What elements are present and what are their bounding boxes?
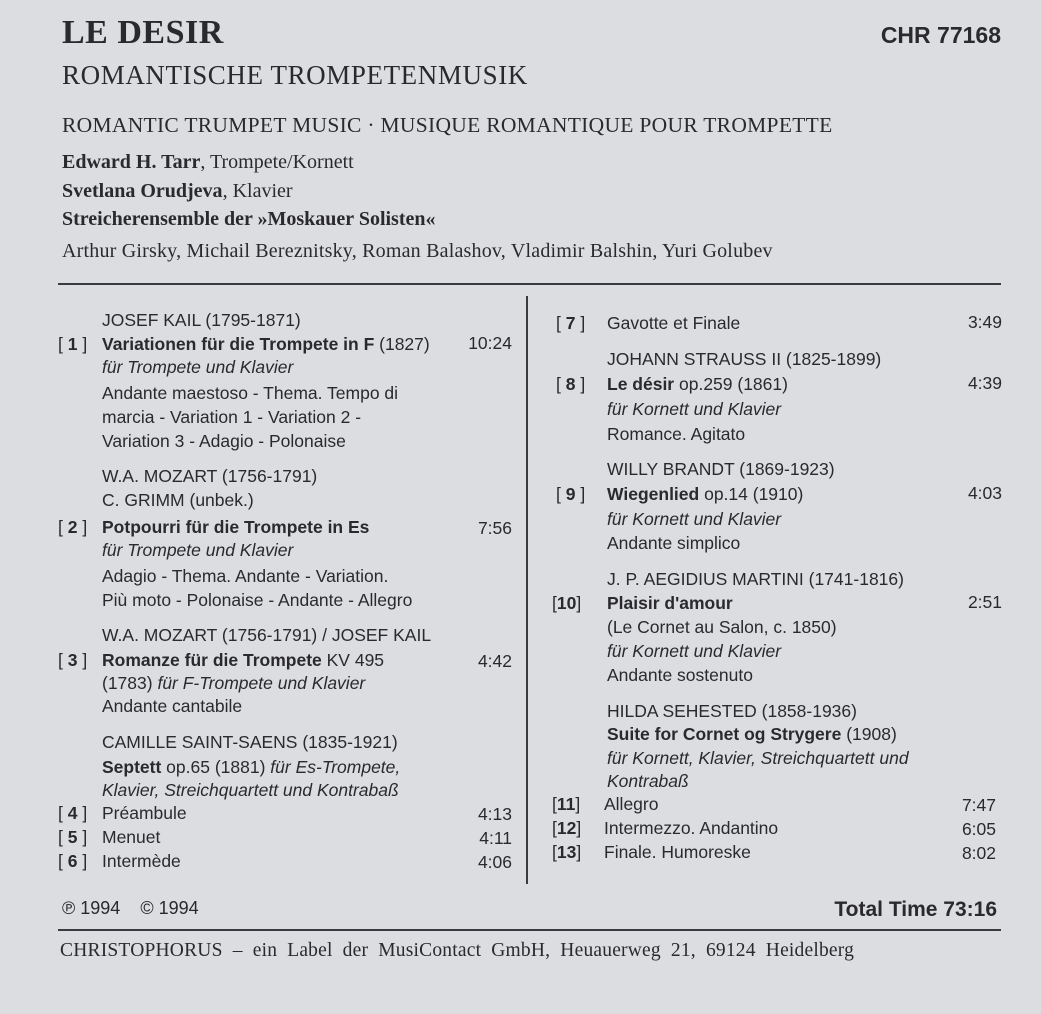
track-1-movements-3: Variation 3 - Adagio - Polonaise — [102, 431, 346, 451]
track-4-number: [ 4 ] — [58, 803, 88, 823]
composer-grimm: C. GRIMM (unbek.) — [102, 490, 254, 510]
track-number: 11 — [556, 794, 576, 814]
top-divider — [58, 283, 1001, 285]
track-1-time: 10:24 — [468, 333, 512, 353]
instrumentation: für Es-Trompete, — [270, 757, 401, 777]
track-9-movements: Andante simplico — [607, 533, 741, 553]
track-8-title — [607, 373, 788, 395]
track-number: 12 — [556, 818, 577, 838]
track-6-title: Intermède — [102, 851, 181, 871]
track-7-time: 3:49 — [967, 312, 1002, 332]
track-9-instrumentation — [607, 508, 781, 530]
track-5-number: [ 5 ] — [58, 827, 88, 847]
septett-instrumentation — [102, 779, 399, 801]
track-1-movements-2: marcia - Variation 1 - Variation 2 - — [102, 407, 362, 427]
composer-mozart-kail: W.A. MOZART (1756-1791) / JOSEF KAIL — [102, 625, 432, 645]
column-divider — [526, 296, 528, 884]
instrumentation: für F-Trompete und Klavier — [157, 673, 366, 693]
copyright-notice: © 1994 — [140, 898, 199, 918]
phonogram-notice: ℗ 1994 — [62, 898, 121, 918]
track-9-number: [ 9 ] — [556, 484, 586, 504]
work-year: (1783) — [102, 673, 158, 693]
work-title: Romanze für die Trompete — [102, 650, 322, 670]
track-6-time: 4:06 — [477, 852, 512, 872]
track-12-number: [12] — [552, 818, 582, 838]
track-number: 3 — [67, 650, 78, 670]
album-subtitle-translations: ROMANTIC TRUMPET MUSIC · MUSIQUE ROMANTIQUE POUR TROMPETTE — [62, 113, 833, 137]
label-info: CHRISTOPHORUS – ein Label der MusiContact GmbH, Heuauerweg 21, 69124 Heidelberg — [60, 940, 855, 961]
work-title: Plaisir d'amour — [607, 593, 733, 613]
work-year: (1908) — [841, 724, 897, 744]
work-title: Suite for Cornet og Strygere — [607, 724, 842, 744]
composer-strauss: JOHANN STRAUSS II (1825-1899) — [607, 349, 882, 369]
work-title: Wiegenlied — [607, 484, 700, 504]
copyright-line — [62, 898, 199, 919]
track-8-instrumentation — [607, 398, 781, 420]
track-3-time: 4:42 — [477, 651, 512, 671]
track-number: 1 — [67, 334, 78, 354]
performer-tarr — [62, 151, 354, 174]
composer-kail: JOSEF KAIL (1795-1871) — [102, 310, 301, 330]
track-10-time: 2:51 — [967, 592, 1002, 612]
ensemble-members: Arthur Girsky, Michail Bereznitsky, Roman Balashov, Vladimir Balshin, Yuri Golubev — [62, 240, 773, 262]
track-13-time: 8:02 — [961, 843, 996, 863]
track-12-time: 6:05 — [961, 819, 996, 839]
track-11-time: 7:47 — [961, 795, 996, 815]
work-title: Le désir — [607, 374, 675, 394]
track-3-instrumentation — [102, 672, 365, 694]
track-4-title: Préambule — [102, 803, 187, 823]
track-2-instrumentation — [102, 539, 293, 561]
performer-ensemble — [62, 208, 436, 231]
performer-role: , Trompete/Kornett — [200, 151, 354, 173]
track-3-number: [ 3 ] — [58, 650, 88, 670]
work-title: Variationen für die Trompete in F — [102, 334, 375, 354]
track-10-title — [607, 592, 733, 614]
composer-sehested: HILDA SEHESTED (1858-1936) — [607, 701, 857, 721]
track-13-title: Finale. Humoreske — [604, 842, 751, 862]
album-title: LE DESIR — [62, 14, 224, 51]
instrumentation: für Kornett und Klavier — [607, 509, 782, 529]
track-7-number: [ 7 ] — [556, 313, 586, 333]
track-number: 13 — [556, 842, 577, 862]
track-1-instrumentation — [102, 356, 293, 378]
track-number: 2 — [67, 517, 78, 537]
track-2-movements-2: Più moto - Polonaise - Andante - Allegro — [102, 590, 413, 610]
track-2-number: [ 2 ] — [58, 517, 88, 537]
track-11-number: [11] — [552, 794, 581, 814]
instrumentation: Kontrabaß — [607, 771, 689, 791]
suite-instrumentation-1 — [607, 747, 909, 769]
track-number: 4 — [67, 803, 78, 823]
suite-title — [607, 723, 897, 745]
performer-name: Svetlana Orudjeva — [62, 180, 223, 202]
track-8-time: 4:39 — [967, 373, 1002, 393]
track-13-number: [13] — [552, 842, 582, 862]
track-number: 7 — [565, 313, 576, 333]
track-5-title: Menuet — [102, 827, 161, 847]
work-opus: op.259 (1861) — [674, 374, 788, 394]
track-9-time: 4:03 — [967, 483, 1002, 503]
track-11-title: Allegro — [604, 794, 659, 814]
performer-role: , Klavier — [222, 180, 293, 202]
track-8-number: [ 8 ] — [556, 374, 586, 394]
suite-instrumentation-2 — [607, 770, 689, 792]
work-title: Potpourri für die Trompete in Es — [102, 517, 370, 537]
instrumentation: für Kornett, Klavier, Streichquartett und — [607, 748, 909, 768]
composer-martini: J. P. AEGIDIUS MARTINI (1741-1816) — [607, 569, 904, 589]
instrumentation: für Kornett und Klavier — [607, 399, 782, 419]
track-number: 6 — [67, 851, 78, 871]
track-1-movements-1: Andante maestoso - Thema. Tempo di — [102, 383, 399, 403]
track-2-time: 7:56 — [477, 518, 512, 538]
composer-brandt: WILLY BRANDT (1869-1923) — [607, 459, 835, 479]
track-1-title — [102, 333, 430, 355]
work-year: (1827) — [374, 334, 430, 354]
performer-name: Edward H. Tarr — [62, 151, 201, 173]
track-5-time: 4:11 — [479, 828, 512, 848]
work-opus: op.65 (1881) — [161, 757, 271, 777]
composer-mozart: W.A. MOZART (1756-1791) — [102, 466, 318, 486]
track-number: 10 — [556, 593, 577, 613]
track-2-title — [102, 516, 369, 538]
track-number: 5 — [67, 827, 78, 847]
work-title: Septett — [102, 757, 162, 777]
instrumentation: für Trompete und Klavier — [102, 540, 294, 560]
track-number: 9 — [565, 484, 576, 504]
track-2-movements-1: Adagio - Thema. Andante - Variation. — [102, 566, 389, 586]
track-3-movements: Andante cantabile — [102, 696, 243, 716]
track-12-title: Intermezzo. Andantino — [604, 818, 779, 838]
total-time: Total Time 73:16 — [834, 898, 997, 921]
track-6-number: [ 6 ] — [58, 851, 88, 871]
track-9-title — [607, 483, 803, 505]
composer-saint-saens: CAMILLE SAINT-SAENS (1835-1921) — [102, 732, 398, 752]
track-1-number: [ 1 ] — [58, 334, 88, 354]
track-10-instrumentation — [607, 640, 781, 662]
performer-orudjeva — [62, 180, 293, 203]
track-4-time: 4:13 — [477, 804, 512, 824]
septett-title — [102, 756, 400, 778]
track-number: 8 — [565, 374, 576, 394]
track-10-movements: Andante sostenuto — [607, 665, 753, 685]
instrumentation: Klavier, Streichquartett und Kontrabaß — [102, 780, 399, 800]
performer-name: Streicherensemble der »Moskauer Solisten« — [62, 208, 436, 230]
track-10-number: [10] — [552, 593, 582, 613]
track-10-subtitle: (Le Cornet au Salon, c. 1850) — [607, 617, 837, 637]
instrumentation: für Trompete und Klavier — [102, 357, 294, 377]
instrumentation: für Kornett und Klavier — [607, 641, 782, 661]
track-3-title — [102, 649, 384, 671]
bottom-divider — [58, 929, 1001, 931]
catalog-number: CHR 77168 — [880, 22, 1001, 48]
track-7-title: Gavotte et Finale — [607, 313, 741, 333]
track-8-movements: Romance. Agitato — [607, 424, 746, 444]
album-subtitle: ROMANTISCHE TROMPETENMUSIK — [62, 60, 528, 90]
work-catalog: KV 495 — [321, 650, 385, 670]
work-opus: op.14 (1910) — [699, 484, 804, 504]
